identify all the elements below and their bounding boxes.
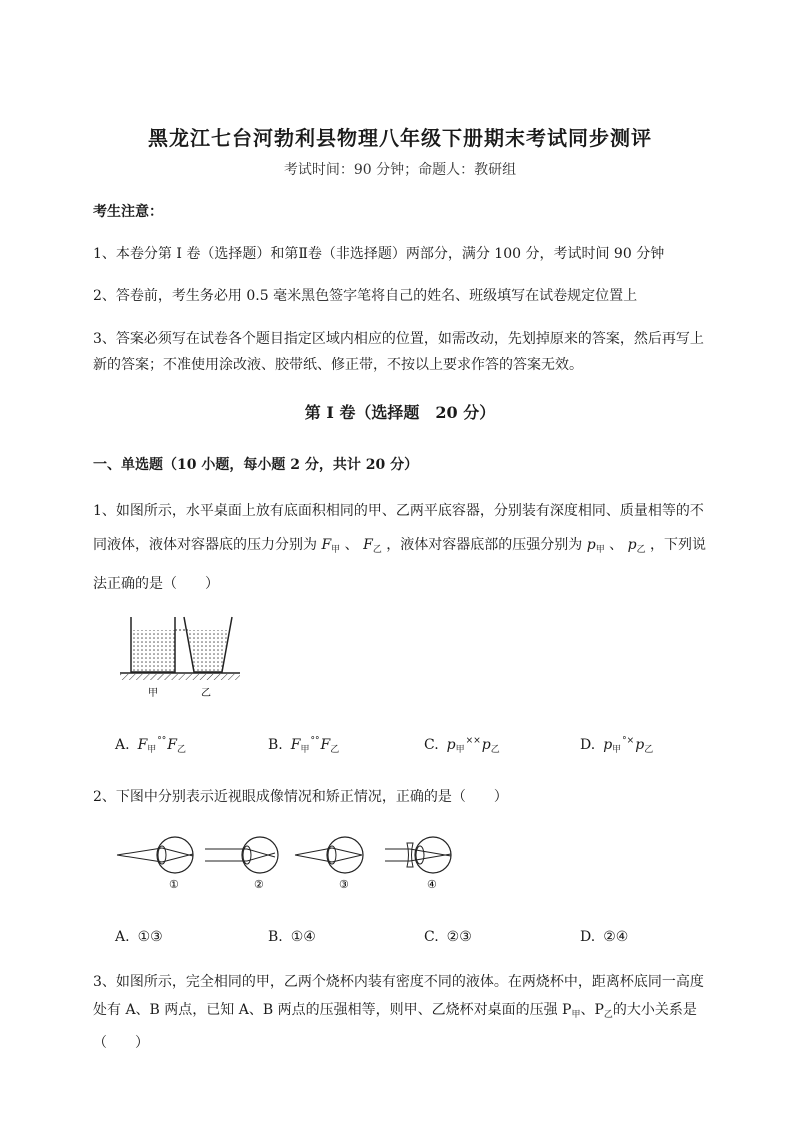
svg-text:①: ① [169,878,179,891]
option-a[interactable]: A. $F_甲^{^\circ^\circ}F_乙$ [115,736,187,755]
figure-label-jia: 甲 [148,688,158,699]
part-heading: 一、单选题（10 小题，每小题 2 分，共计 20 分） [93,457,419,473]
option-c[interactable]: C. ②③ [424,929,472,945]
option-d[interactable]: D. $p_甲^{^\circ\times}p_乙$ [580,736,654,755]
notice-heading: 考生注意： [93,204,163,220]
svg-text:④: ④ [427,878,437,891]
question-2-figure [115,830,465,895]
question-1-text: 1、如图所示，水平桌面上放有底面积相同的甲、乙两平底容器，分别装有深度相同、质量相等的不同液体，液体对容器底的压力分别为 $F_甲$ 、 $F_乙$ ，液体对容器底部的压强分别为 $p_甲$ 、 $p_乙$ ，下列说法正确的是（ ） [93,503,707,592]
question-1-figure [112,612,242,702]
option-c[interactable]: C. $p_甲^{\times\times}p_乙$ [424,736,500,755]
notice-item-2: 2、答卷前，考生务必用 0.5 毫米黑色签字笔将自己的姓名、班级填写在试卷规定位置上 [93,288,638,304]
eye-diagram-3 [295,837,363,891]
option-d[interactable]: D. ②④ [580,929,629,945]
option-b[interactable]: B. $F_甲^{^\circ^\circ}F_乙$ [268,736,340,755]
question-3-text: 3、如图所示，完全相同的甲，乙两个烧杯内装有密度不同的液体。在两烧杯中，距离杯底同一高度处有 A、B 两点，已知 A、B 两点的压强相等，则甲、乙烧杯对桌面的压强 $P_甲$、$P_乙$的大小关系是（ ） [93,974,704,1051]
eye-diagram-4 [385,837,451,891]
figure-label-yi: 乙 [201,688,211,699]
question-2-options [115,929,715,949]
exam-subtitle: 考试时间：90 分钟；命题人：教研组 [283,162,517,178]
notice-item-3: 3、答案必须写在试卷各个题目指定区域内相应的位置，如需改动，先划掉原来的答案，然后再写上新的答案；不准使用涂改液、胶带纸、修正带，不按以上要求作答的答案无效。 [93,331,704,373]
option-a[interactable]: A. ①③ [115,929,163,945]
container-jia-liquid [131,630,175,672]
question-2-text: 2、下图中分别表示近视眼成像情况和矫正情况，正确的是（ ） [93,789,508,805]
container-yi-liquid [188,630,228,672]
exam-title: 黑龙江七台河勃利县物理八年级下册期末考试同步测评 [148,126,652,150]
eye-diagram-2 [205,837,278,891]
notice-item-1: 1、本卷分第 I 卷（选择题）和第Ⅱ卷（非选择题）两部分，满分 100 分，考试时间 90 分钟 [93,246,665,262]
section-title: 第 I 卷（选择题 20 分） [304,403,496,422]
option-b[interactable]: B. ①④ [268,929,316,945]
question-1-options [115,736,715,756]
eye-diagram-1 [117,837,193,891]
svg-text:②: ② [254,878,264,891]
svg-text:③: ③ [339,878,349,891]
